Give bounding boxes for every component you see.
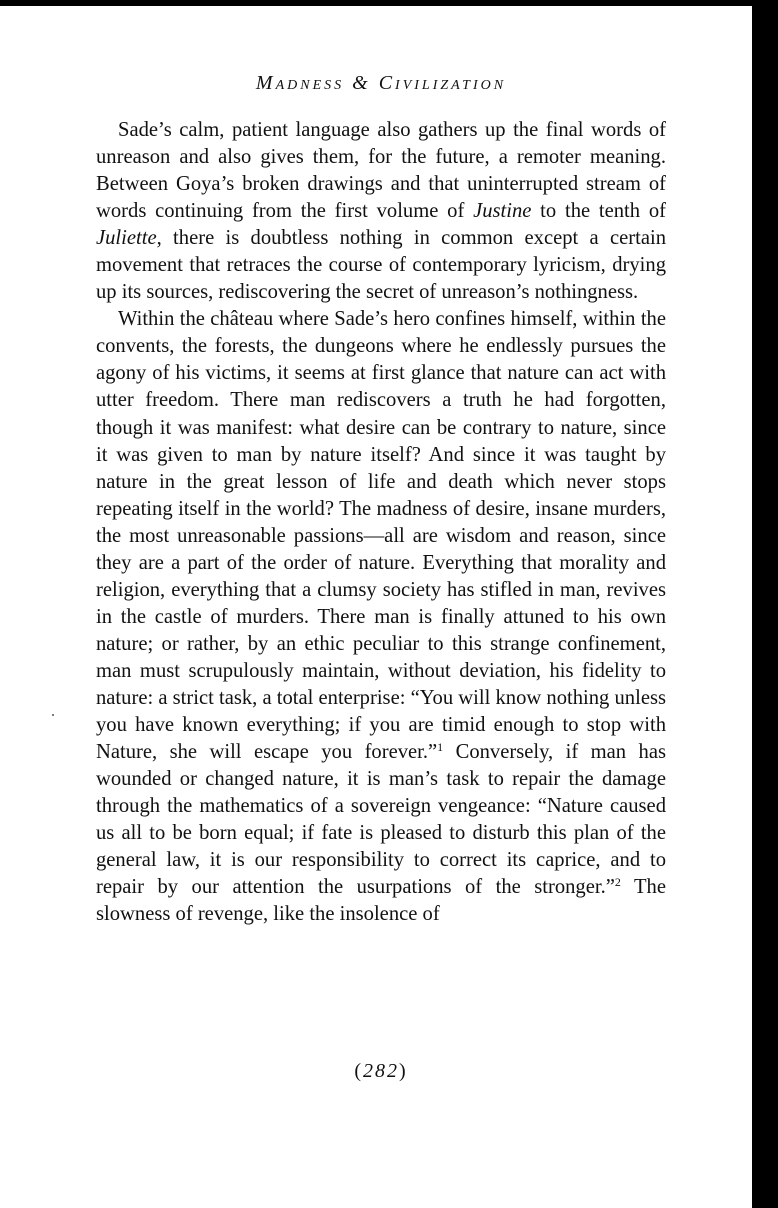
scan-speck: [52, 714, 54, 716]
top-edge-shadow: [0, 0, 778, 6]
paragraph-1: [96, 117, 666, 306]
footnote-ref-2: 2: [614, 875, 621, 890]
folio-number: 282: [363, 1060, 399, 1082]
p2-text-2: Conversely, if man has wounded or changed nature, it is man’s task to repair the damage through the mathematics of a sovereign vengeance: “Nature caused us all to be born equal; if fate is pleased to disturb this plan of the general law, it is our responsibility to correct its caprice, and to repair by our attention the usurpations of the stronger.”: [96, 741, 666, 899]
right-edge-shadow: [752, 0, 778, 1208]
p1-text-2: to the tenth of: [531, 200, 666, 223]
p1-text-1: Sade’s calm, patient language also gathers up the final words of unreason and also gives them, for the future, a remoter meaning. Between Goya’s broken drawings and that uninterrupted stream of words continuing from the first volume of: [96, 119, 666, 223]
paragraph-2: [96, 306, 666, 928]
p2-text-3: The slowness of revenge, like the insolence of: [96, 876, 666, 926]
footnote-ref-1: 1: [437, 740, 444, 755]
body-text: [96, 117, 666, 928]
running-header: Madness & Civilization: [255, 72, 507, 94]
folio-open-paren: (: [354, 1060, 363, 1082]
book-title-juliette: Juliette: [96, 227, 157, 250]
folio-close-paren: ): [399, 1060, 408, 1082]
p2-text-1: Within the château where Sade’s hero confines himself, within the convents, the forests, the dungeons where he endlessly pursues the agony of his victims, it seems at first glance that nature can act with utter freedom. There man rediscovers a truth he had forgotten, though it was manifest: what desire can be contrary to nature, since it was given to man by nature itself? And since it was taught by nature in the great lesson of life and death which never stops repeating itself in the world? The madness of desire, insane murders, the most unreasonable passions—all are wisdom and reason, since they are a part of the order of nature. Everything that morality and religion, everything that a clumsy society has stifled in man, revives in the castle of murders. There man is finally attuned to his own nature; or rather, by an ethic peculiar to this strange confinement, man must scrupulously maintain, without deviation, his fidelity to nature: a strict task, a total enterprise: “You will know nothing unless you have known everything; if you are timid enough to stop with Nature, she will escape you forever.”: [96, 308, 666, 764]
p1-text-3: , there is doubtless nothing in common except a certain movement that retraces the course of contemporary lyricism, drying up its sources, rediscovering the secret of unreason’s nothingness.: [96, 227, 666, 304]
book-title-justine: Justine: [473, 200, 532, 223]
page-number: [96, 1060, 666, 1083]
